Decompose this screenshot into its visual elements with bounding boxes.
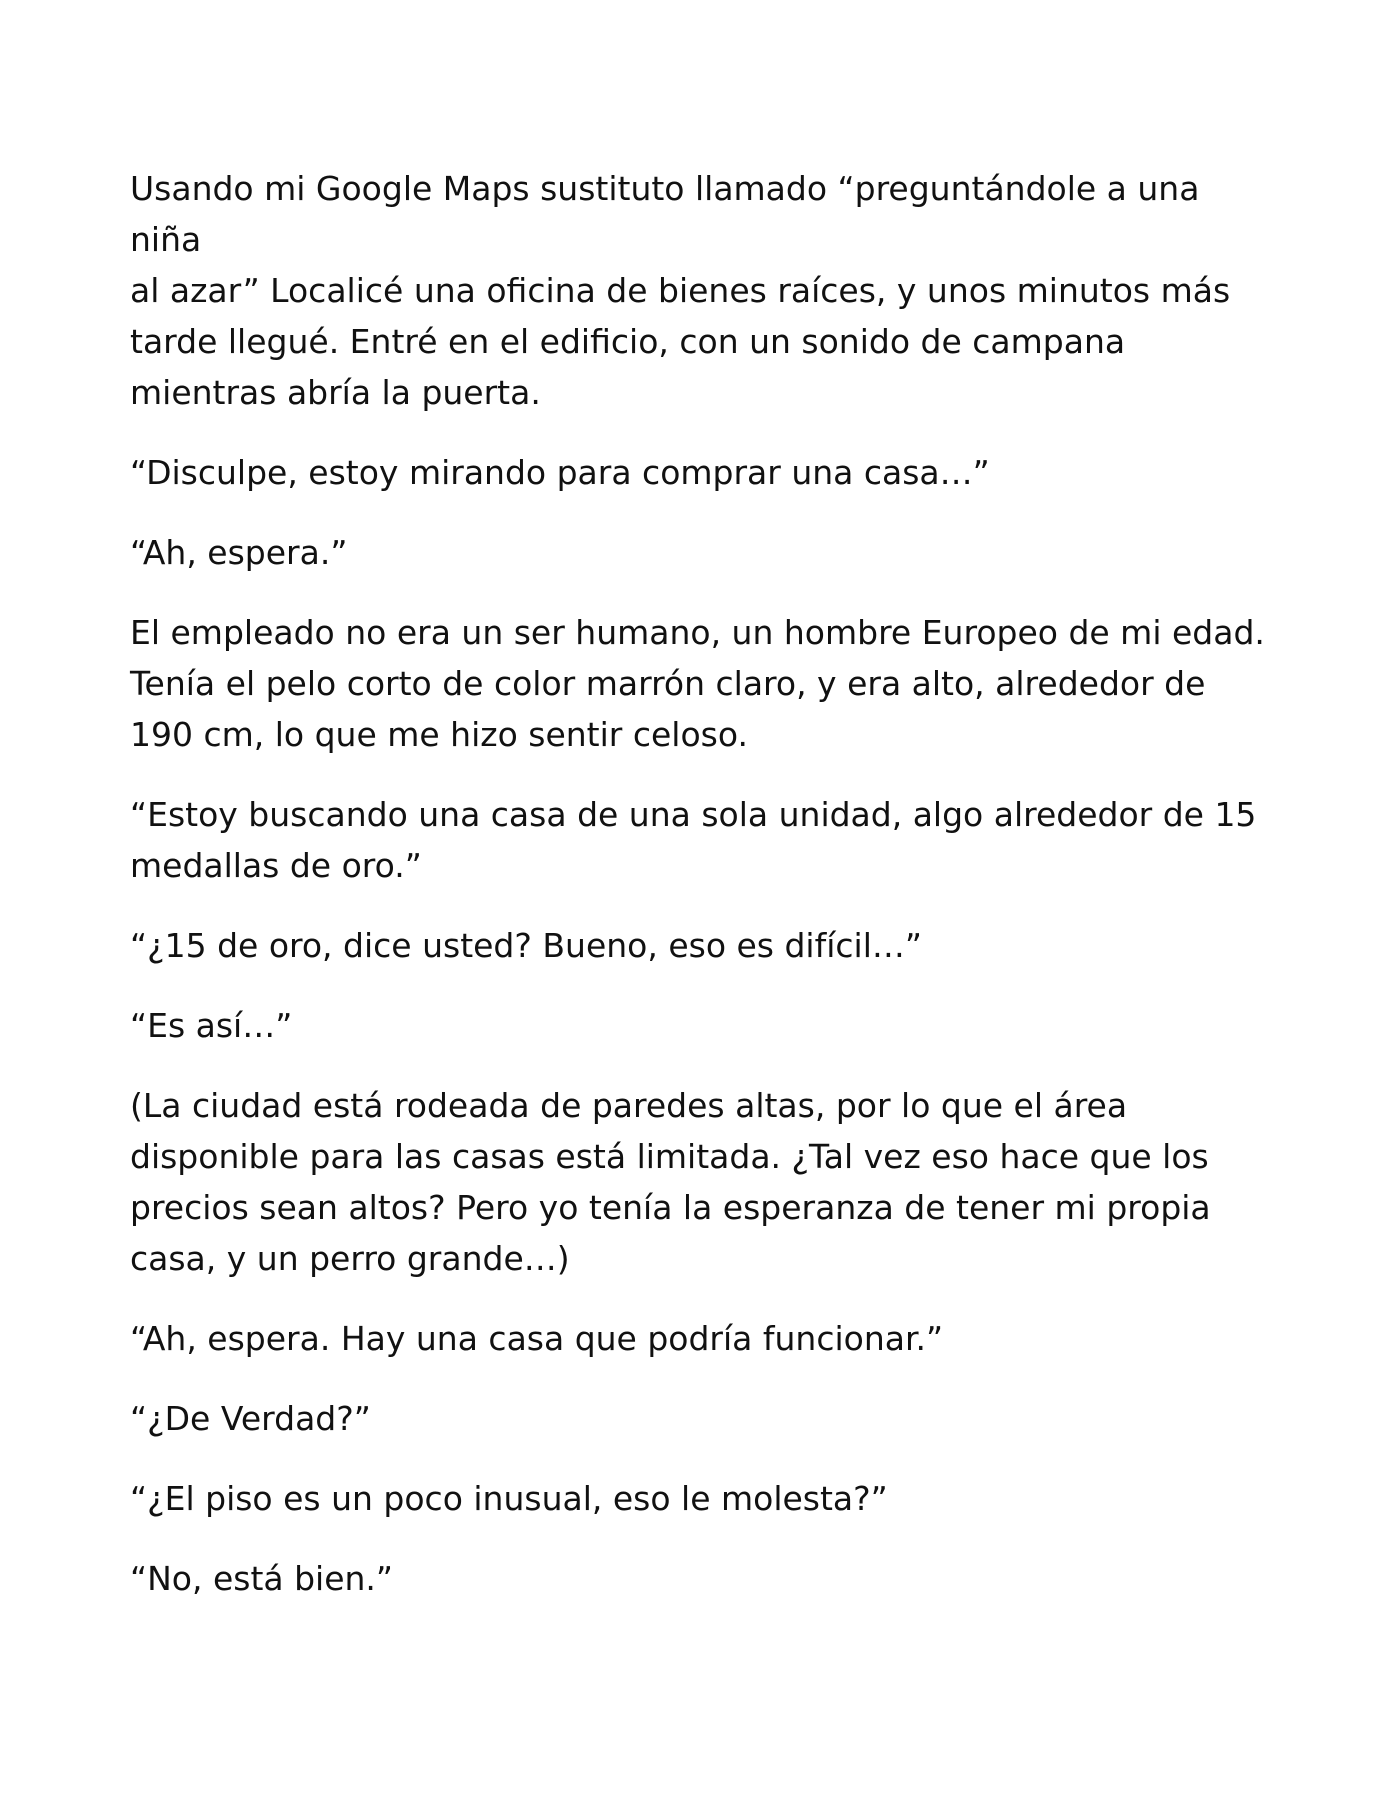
dialogue-line: “Disculpe, estoy mirando para comprar una casa…” — [130, 453, 990, 492]
dialogue-line: “Estoy buscando una casa de una sola unidad, algo alrededor de 15 medallas de oro.” — [130, 795, 1257, 885]
dialogue-line: “No, está bien.” — [130, 1559, 394, 1598]
dialogue-line: “Es así…” — [130, 1006, 293, 1045]
dialogue-line: “Ah, espera.” — [130, 533, 348, 572]
dialogue-line: “¿El piso es un poco inusual, eso le molesta?” — [130, 1479, 888, 1518]
dialogue-line: “Ah, espera. Hay una casa que podría funcionar.” — [130, 1319, 944, 1358]
document-body — [130, 163, 1280, 1633]
paragraph: (La ciudad está rodeada de paredes altas, por lo que el área disponible para las casas está limitada. ¿Tal vez eso hace que los precios sean altos? Pero yo tenía la esperanza de tener mi propia casa, y un perro grande…) — [130, 1086, 1211, 1278]
paragraph: El empleado no era un ser humano, un hombre Europeo de mi edad. Tenía el pelo corto de color marrón claro, y era alto, alrededor de 190 cm, lo que me hizo sentir celoso. — [130, 613, 1265, 754]
dialogue-line: “¿15 de oro, dice usted? Bueno, eso es difícil…” — [130, 926, 922, 965]
dialogue-line: “¿De Verdad?” — [130, 1399, 371, 1438]
paragraph: Usando mi Google Maps sustituto llamado “preguntándole a una niña al azar” Localicé una oficina de bienes raíces, y unos minutos más tarde llegué. Entré en el edificio, con un sonido de campana mientras abría la puerta. — [130, 169, 1231, 412]
